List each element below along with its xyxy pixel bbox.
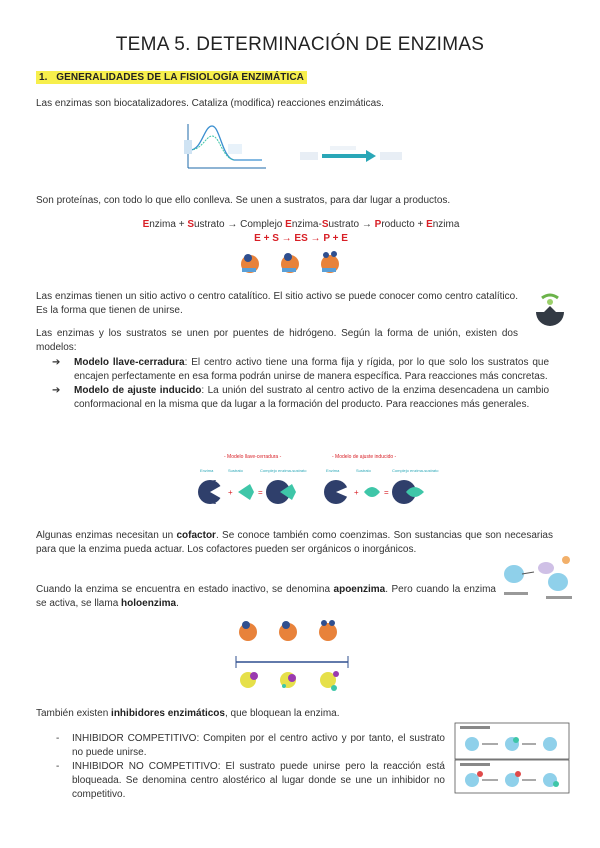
- fig-sub-complex-left: Complejo enzima-sustrato: [260, 468, 307, 473]
- active-site-icon: [528, 290, 572, 332]
- product-icon: [321, 251, 339, 273]
- paragraph-proteins: Son proteínas, con todo lo que ello conlleva. Se unen a sustratos, para dar lugar a productos.: [36, 195, 451, 206]
- equation-part: roducto +: [381, 219, 427, 230]
- cofactor-figure: [500, 552, 576, 604]
- models-list: [36, 356, 549, 412]
- paragraph-hydrogen-bonds: Las enzimas y los sustratos se unen por puentes de hidrógeno. Según la forma de unión, existen dos modelos:: [36, 328, 518, 353]
- inhibitor-noncompetitive: - INHIBIDOR NO COMPETITIVO: El sustrato puede unirse pero la reacción está bloqueada. Se denomina centro alostérico al lugar donde se une un inhibidor no competitivo.: [56, 761, 445, 800]
- reaction-steps-figure: [238, 248, 348, 276]
- equation-part: nzima +: [149, 219, 188, 230]
- equation-part: S: [321, 219, 329, 230]
- apoenzyme-figure: [234, 618, 350, 698]
- section-number: 1.: [39, 72, 48, 83]
- equation-part: E: [142, 219, 150, 230]
- svg-text:+: +: [354, 488, 359, 497]
- fig-sub-substrate-left: Sustrato: [228, 468, 243, 473]
- reaction-arrow-figure: [300, 146, 404, 168]
- energy-diagram: [182, 120, 268, 176]
- complex-icon: [281, 253, 299, 273]
- equation-part: nzima-: [291, 219, 322, 230]
- fig-sub-complex-right: Complejo enzima-sustrato: [392, 468, 439, 473]
- page-title: TEMA 5. DETERMINACIÓN DE ENZIMAS: [115, 34, 485, 55]
- fig-label-induced-fit: - Modelo de ajuste inducido -: [332, 454, 397, 460]
- models-figure: [196, 450, 439, 512]
- equation-part: ustrato → Complejo: [193, 219, 286, 230]
- fig-sub-substrate-right: Sustrato: [356, 468, 371, 473]
- inhibitors-list: [36, 732, 445, 802]
- equation-part: P: [374, 219, 382, 230]
- paragraph-apoenzyme: Cuando la enzima se encuentra en estado inactivo, se denomina apoenzima. Pero cuando la enzima se activa, se llama holoenzima.: [36, 584, 496, 609]
- equation-short: E + S → ES → P + E: [254, 233, 348, 244]
- svg-text:+: +: [228, 488, 233, 497]
- equation-part: E: [285, 219, 292, 230]
- equation-part: S: [187, 219, 194, 230]
- enzyme-icon: [241, 254, 259, 273]
- fig-sub-enzyme-left: Enzima: [200, 468, 214, 473]
- inhibitor-competitive: - INHIBIDOR COMPETITIVO: Compiten por el centro activo y por tanto, el sustrato no puede unirse.: [56, 733, 445, 758]
- model-lock-key: ➔ Modelo llave-cerradura: El centro activo tiene una forma fija y rígida, por lo que solo los sustratos que encajen perfectamente en esa forma podrán unirse de manera específica. Para reacciones más concretas.: [52, 357, 550, 382]
- equation-part: E: [426, 219, 433, 230]
- paragraph-inhibitors: También existen inhibidores enzimáticos, que bloquean la enzima.: [36, 708, 340, 719]
- equation-part: nzima: [432, 219, 460, 230]
- paragraph-cofactor: Algunas enzimas necesitan un cofactor. Se conoce también como coenzimas. Son sustancias que son necesarias para que la enzima pueda actuar. Los cofactores pueden ser orgánicos o inorgánicos.: [36, 530, 553, 555]
- svg-text:=: =: [384, 488, 389, 497]
- section-heading: [36, 71, 307, 84]
- paragraph-active-site: Las enzimas tienen un sitio activo o centro catalítico. El sitio activo se puede conocer como centro catalítico. Es la forma que tienen de unirse.: [36, 291, 518, 316]
- paragraph-biocatalysts: Las enzimas son biocatalizadores. Cataliza (modifica) reacciones enzimáticas.: [36, 98, 384, 109]
- equation-part: ustrato →: [328, 219, 375, 230]
- equation-words: [36, 218, 566, 232]
- svg-text:=: =: [258, 488, 263, 497]
- inhibitor-figure: [454, 722, 570, 794]
- fig-sub-enzyme-right: Enzima: [326, 468, 340, 473]
- model-induced-fit: ➔ Modelo de ajuste inducido: La unión del sustrato al centro activo de la enzima desencadena un cambio conformacional en la misma que da lugar a la formación del producto. Para reacciones más generales.: [52, 385, 549, 410]
- section-title: GENERALIDADES DE LA FISIOLOGÍA ENZIMÁTICA: [56, 72, 304, 83]
- fig-label-lock-key: - Modelo llave-cerradura -: [224, 454, 282, 460]
